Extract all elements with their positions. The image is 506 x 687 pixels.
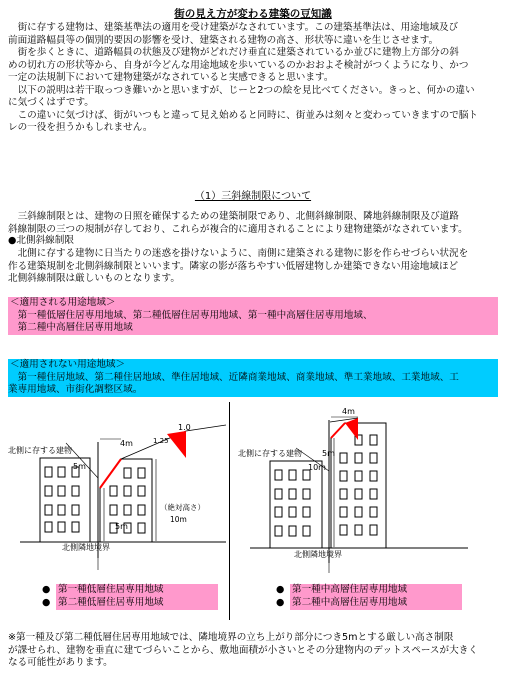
boundary-label: 北側隣地境界 [62, 543, 110, 552]
not-applied-zones-header: ＜適用されない用途地域＞ [10, 359, 126, 370]
north-heading: ●北側斜線制限 [8, 235, 74, 246]
north-text-line: 北側に存する建物に日当たりの迷惑を掛けないように、南側に建築される建物に影を作らせづらい状況を [8, 248, 469, 259]
legend-row [276, 597, 462, 610]
abs-height-value: 10m [170, 515, 187, 524]
height-5m-label: 5m [73, 462, 86, 471]
applied-zones-header: ＜適用される用途地域＞ [10, 297, 116, 308]
north-text-line: 北側斜線制限は厳しいものとなります。 [8, 273, 180, 284]
sky-line [186, 425, 226, 431]
not-applied-zones-line: 業専用地域、市街化調整区域。 [8, 384, 143, 395]
intro-line: めの切れ方の形状等から、自身が今どんな用途地域を歩いているのかおおよそ検討がつくようになり、かつ [8, 59, 469, 71]
not-applied-zones-box [8, 359, 498, 397]
legend-label: 第二種低層住居専用地域 [56, 597, 218, 610]
base-5m-label: 5m [115, 522, 128, 531]
left-diagram [0, 398, 229, 576]
height-10m-label: 10m [308, 463, 326, 472]
left-legend [42, 584, 218, 610]
right-legend [276, 584, 462, 610]
north-text [8, 248, 468, 286]
intro-line: 街を歩くときに、道路幅員の状態及び建物がどれだけ垂直に建築されているか並びに建物上方部分の斜 [8, 47, 459, 58]
north-building-label: 北側に存する建物 [8, 446, 72, 455]
intro-line: 街に存する建物は、建築基準法の適用を受け建築がなされています。この建築基準法は、用途地域及び [8, 22, 459, 33]
section-intro-line: 斜線制限の三つの規制が存しており、これらが複合的に適用されることにより建物建築がなされています。 [8, 223, 468, 235]
section-intro-line: 三斜線制限とは、建物の日照を確保するための建築制限であり、北側斜線制限、隣地斜線制限及び道路 [8, 211, 459, 222]
footnote-line: なる可能性があります。 [8, 657, 113, 668]
intro-line: に気づくはずです。 [8, 97, 94, 108]
page-title: 街の見え方が変わる建築の豆知識 [174, 8, 332, 20]
legend-label: 第一種中高層住居専用地域 [290, 584, 462, 597]
section-heading: （1）三斜線制限について [194, 191, 312, 202]
legend-row [42, 597, 218, 610]
slope-run-label: 1.25 [153, 437, 169, 445]
section-intro [8, 211, 468, 236]
intro-line: この違いに気づけば、街がいつもと違って見え始めると同時に、街並みは刻々と変わっていきますので脳ト [8, 109, 478, 121]
intro-line: 以下の説明は若干取っつき難いかと思いますが、じーと2つの絵を見比べてください。きっと、何かの違い [8, 84, 475, 96]
legend-label: 第二種中高層住居専用地域 [290, 597, 462, 610]
applied-zones-line: 第一種低層住居専用地域、第二種低層住居専用地域、第一種中高層住居専用地域、 [8, 309, 373, 321]
slope-rise-label: 1.0 [178, 423, 191, 432]
right-diagram [230, 398, 498, 576]
boundary-label: 北側隣地境界 [294, 550, 342, 559]
bullet-icon: ● [276, 597, 285, 609]
slope-triangle [167, 431, 186, 458]
applied-zones-box [8, 297, 498, 335]
bullet-icon: ● [42, 597, 51, 609]
intro-paragraph [8, 22, 478, 135]
abs-height-label: （絶対高さ） [160, 503, 205, 512]
applied-zones-line: 第二種中高層住居専用地域 [8, 322, 133, 333]
intro-line: 一定の法規制下において建物建築がなされていると実感できると思います。 [8, 72, 334, 83]
bullet-icon: ● [276, 584, 285, 596]
legend-row [276, 584, 462, 597]
bullet-icon: ● [42, 584, 51, 596]
height-5m-label: 5m [322, 449, 335, 458]
intro-line: レの一役を担うかもしれません。 [8, 122, 153, 133]
footnote-line: が課せられ、建物を垂直に建てづらいことから、敷地面積が小さいとその分建物内のデットスペースが大きく [8, 644, 478, 656]
legend-label: 第一種低層住居専用地域 [56, 584, 218, 597]
not-applied-zones-line: 第一種住居地域、第二種住居地域、準住居地域、近隣商業地域、商業地域、準工業地域、工業地域、工 [8, 371, 459, 383]
north-building-label: 北側に存する建物 [238, 449, 302, 458]
footnote [8, 632, 478, 670]
footnote-line: ※第一種及び第二種低層住居専用地域では、隣地境界の立ち上がり部分につき5mとする厳しい高さ制限 [8, 632, 454, 643]
intro-line: 前面道路幅員等の個別的要因の影響を受け、建築される建物の高さ、形状等に違いを生じさせます。 [8, 34, 439, 46]
legend-row [42, 584, 218, 597]
dist-4m-label: 4m [120, 439, 133, 448]
north-text-line: 作る建築規制を北側斜線制限といいます。隣家の影が落ちやすい低層建物しか建築できない用途地域ほど [8, 260, 459, 272]
dist-4m-label: 4m [342, 407, 355, 416]
